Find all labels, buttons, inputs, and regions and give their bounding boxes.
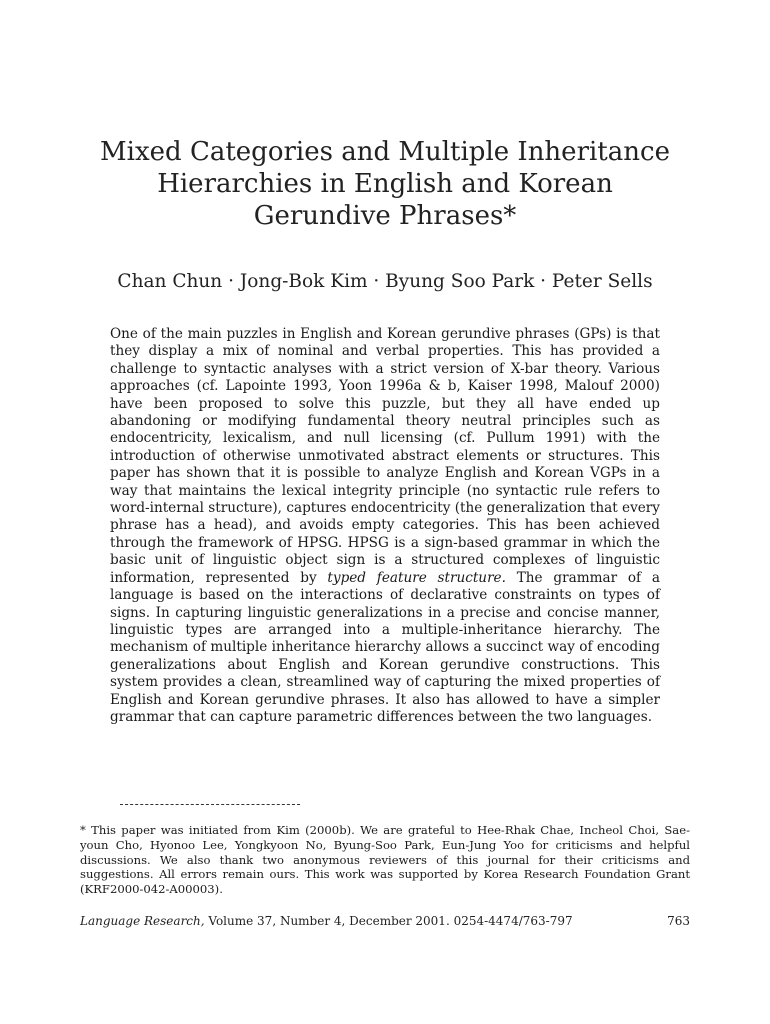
abstract-text-1: One of the main puzzles in English and Korean gerundive phrases (GPs) is that they display a mix of nominal and verbal properties. This has provided a challenge to syntactic analyses with a strict version of X-bar theory. Various approaches (cf. Lapointe 1993, Yoon 1996a & b, Kaiser 1998, Malouf 2000) have been proposed to solve this puzzle, but they all have ended up abandoning or modifying fundamental theory neutral principles such as endocentricity, lexicalism, and null licensing (cf. Pullum 1991) with the introduction of otherwise unmotivated abstract elements or structures. This paper has shown that it is possible to analyze English and Korean VGPs in a way that maintains the lexical integrity principle (no syntactic rule refers to word-internal structure), captures endocentricity (the generalization that every phrase has a head), and avoids empty categories. This has been achieved through the framework of HPSG. HPSG is a sign-based grammar in which the basic unit of linguistic object sign is a structured complexes of linguistic information, represented by xyxy=(110,326,660,586)
title-line-1: Mixed Categories and Multiple Inheritance xyxy=(100,137,670,167)
citation-details: Volume 37, Number 4, December 2001. 0254-4474/763-797 xyxy=(204,914,573,928)
footnote-divider xyxy=(120,804,300,805)
abstract xyxy=(110,326,660,726)
author-list: Chan Chun · Jong-Bok Kim · Byung Soo Park · Peter Sells xyxy=(117,271,653,292)
abstract-text-2: The grammar of a language is based on the interactions of declarative constraints on types of signs. In capturing linguistic generalizations in a precise and concise manner, linguistic types are arranged into a multiple-inheritance hierarchy. The mechanism of multiple inheritance hierarchy allows a succinct way of encoding generalizations about English and Korean gerundive constructions. This system provides a clean, streamlined way of capturing the mixed properties of English and Korean gerundive phrases. It also has allowed to have a simpler grammar that can capture parametric differences between the two languages. xyxy=(110,569,660,725)
footer-citation xyxy=(80,913,573,929)
title-line-2: Hierarchies in English and Korean xyxy=(157,169,613,199)
paper-title xyxy=(60,136,710,232)
title-line-3: Gerundive Phrases* xyxy=(253,201,517,231)
footnote: * This paper was initiated from Kim (2000b). We are grateful to Hee-Rhak Chae, Incheol Choi, Sae-youn Cho, Hyonoo Lee, Yongkyoon No, Byung-Soo Park, Eun-Jung Yoo for criticisms and helpful discussions. We also thank two anonymous reviewers of this journal for their criticisms and suggestions. All errors remain ours. This work was supported by Korea Research Foundation Grant (KRF2000-042-A00003). xyxy=(80,823,690,897)
page-footer xyxy=(80,913,690,929)
abstract-emphasis: typed feature structure. xyxy=(327,569,506,586)
page-number: 763 xyxy=(667,914,690,928)
journal-name: Language Research, xyxy=(80,914,205,928)
